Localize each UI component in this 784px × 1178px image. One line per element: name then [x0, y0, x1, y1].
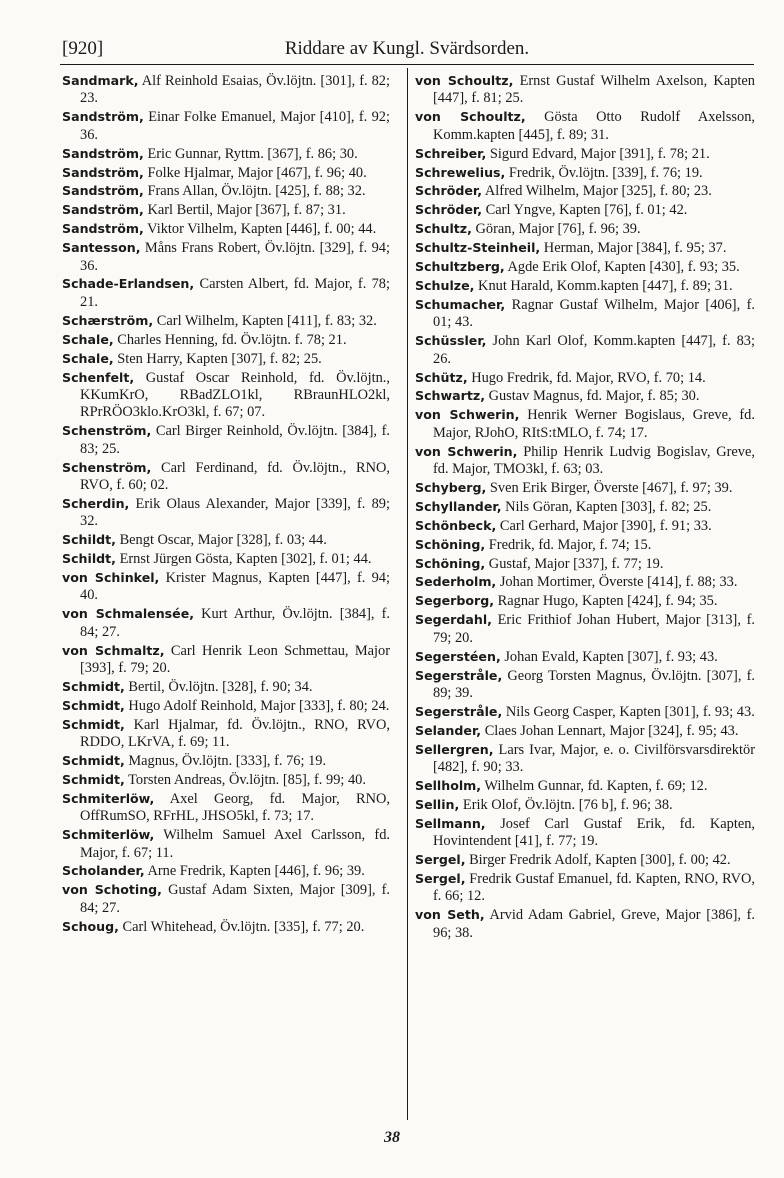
- entry-details: Sigurd Edvard, Major [391], f. 78; 21.: [486, 145, 710, 162]
- entry-name: Schönbeck,: [415, 517, 497, 533]
- entry-name: Scholander,: [62, 863, 145, 879]
- register-entry: [415, 555, 755, 573]
- column-divider: [407, 68, 408, 1120]
- entry-details: Måns Frans Robert, Öv.löjtn. [329], f. 94; 36.: [80, 240, 390, 274]
- entry-details: Magnus, Öv.löjtn. [333], f. 76; 19.: [124, 753, 327, 770]
- register-entry: [415, 517, 755, 535]
- entry-name: Schreiber,: [415, 145, 487, 161]
- entry-name: Segerstéen,: [415, 648, 501, 664]
- entry-name: Selander,: [415, 722, 482, 738]
- register-entry: [62, 369, 390, 422]
- register-entry: [415, 145, 755, 163]
- page-number-bracketed: [920]: [62, 38, 104, 59]
- register-entry: [415, 648, 755, 666]
- entry-name: Schenström,: [62, 459, 152, 475]
- entry-name: Schildt,: [62, 551, 116, 567]
- right-column: [415, 72, 755, 943]
- register-entry: [62, 569, 390, 605]
- entry-details: Arne Fredrik, Kapten [446], f. 96; 39.: [144, 863, 365, 880]
- entry-name: Sandström,: [62, 164, 144, 180]
- register-entry: [415, 387, 755, 405]
- entry-details: Erik Olaus Alexander, Major [339], f. 89; 32.: [80, 495, 390, 530]
- entry-details: Eric Gunnar, Ryttm. [367], f. 86; 30.: [143, 145, 358, 162]
- entry-name: von Schinkel,: [62, 569, 160, 585]
- entry-name: Schmidt,: [62, 678, 125, 694]
- entry-name: Schmidt,: [62, 753, 125, 769]
- entry-details: Carl Wilhelm, Kapten [411], f. 83; 32.: [153, 312, 377, 329]
- entry-name: Schyllander,: [415, 498, 502, 514]
- entry-name: Schenström,: [62, 423, 152, 439]
- entry-name: Segerstråle,: [415, 667, 503, 683]
- entry-details: Bengt Oscar, Major [328], f. 03; 44.: [115, 532, 327, 549]
- entry-name: Sergel,: [415, 852, 466, 868]
- entry-name: Schmidt,: [62, 716, 125, 732]
- entry-details: Gustav Magnus, fd. Major, f. 85; 30.: [484, 388, 700, 405]
- entry-details: Wilhelm Samuel Axel Carlsson, fd. Major, f. 67; 11.: [80, 827, 390, 861]
- register-entry: [415, 220, 755, 238]
- left-column: [62, 72, 390, 937]
- entry-name: Schulze,: [415, 277, 475, 293]
- entry-details: Ernst Jürgen Gösta, Kapten [302], f. 01; 44.: [115, 551, 372, 568]
- entry-details: Torsten Andreas, Öv.löjtn. [85], f. 99; 40.: [124, 771, 366, 788]
- entry-details: Axel Georg, fd. Major, RNO, OffRumSO, RFrHL, JHSO5kl, f. 73; 17.: [80, 790, 390, 825]
- entry-details: Kurt Arthur, Öv.löjtn. [384], f. 84; 27.: [80, 606, 390, 640]
- entry-name: Sandström,: [62, 183, 144, 199]
- entry-name: Sergel,: [415, 870, 466, 886]
- entry-name: Schrewelius,: [415, 164, 506, 180]
- entry-name: Sellergren,: [415, 741, 494, 757]
- entry-details: Göran, Major [76], f. 96; 39.: [471, 221, 641, 238]
- entry-details: Claes Johan Lennart, Major [324], f. 95; 43.: [481, 722, 739, 739]
- entry-name: Sandmark,: [62, 73, 139, 88]
- register-entry: [62, 826, 390, 862]
- register-entry: [415, 573, 755, 591]
- entry-name: Sandström,: [62, 145, 144, 161]
- register-entry: [62, 550, 390, 568]
- register-entry: [415, 72, 755, 108]
- register-entry: [415, 108, 755, 144]
- register-entry: [415, 182, 755, 200]
- entry-details: Wilhelm Gunnar, fd. Kapten, f. 69; 12.: [481, 777, 708, 794]
- footer-page-number: 38: [384, 1129, 400, 1146]
- entry-details: Gustaf Adam Sixten, Major [309], f. 84; 27.: [80, 882, 390, 916]
- entry-name: Schütz,: [415, 369, 468, 385]
- register-entry: [415, 777, 755, 795]
- entry-name: Sellholm,: [415, 777, 482, 793]
- entry-details: Carl Yngve, Kapten [76], f. 01; 42.: [482, 202, 688, 219]
- entry-name: von Seth,: [415, 907, 485, 923]
- entry-name: Schyberg,: [415, 479, 487, 495]
- register-entry: [62, 605, 390, 641]
- entry-details: Fredrik, fd. Major, f. 74; 15.: [485, 536, 652, 553]
- entry-details: Charles Henning, fd. Öv.löjtn. f. 78; 21.: [113, 331, 347, 348]
- register-entry: [415, 239, 755, 257]
- entry-name: Segerborg,: [415, 593, 495, 609]
- entry-details: Karl Bertil, Major [367], f. 87; 31.: [143, 202, 346, 219]
- page-title: Riddare av Kungl. Svärdsorden.: [284, 38, 530, 59]
- entry-details: Carl Ferdinand, fd. Öv.löjtn., RNO, RVO, f. 60; 02.: [80, 459, 390, 493]
- entry-name: Schmidt,: [62, 771, 125, 787]
- entry-details: Carsten Albert, fd. Major, f. 78; 21.: [80, 276, 390, 310]
- entry-name: Santesson,: [62, 240, 141, 256]
- register-entry: [62, 164, 390, 182]
- entry-details: Herman, Major [384], f. 95; 37.: [540, 240, 727, 257]
- entry-name: Sederholm,: [415, 574, 497, 590]
- entry-details: Alfred Wilhelm, Major [325], f. 80; 23.: [482, 183, 712, 200]
- entry-name: Schöning,: [415, 536, 486, 552]
- register-entry: [62, 716, 390, 752]
- entry-details: Bertil, Öv.löjtn. [328], f. 90; 34.: [124, 678, 313, 695]
- entry-name: Schröder,: [415, 183, 483, 199]
- register-entry: [415, 258, 755, 276]
- entry-name: Schultz,: [415, 221, 472, 237]
- header-rule: [60, 64, 754, 65]
- entry-details: Henrik Werner Bogislaus, Greve, fd. Major, RJohO, RItS:tMLO, f. 74; 17.: [433, 407, 755, 441]
- entry-name: Schmidt,: [62, 697, 125, 713]
- entry-details: Birger Fredrik Adolf, Kapten [300], f. 00; 42.: [465, 852, 731, 869]
- entry-details: Krister Magnus, Kapten [447], f. 94; 40.: [80, 569, 390, 604]
- entry-details: Carl Birger Reinhold, Öv.löjtn. [384], f. 83; 25.: [80, 423, 390, 457]
- entry-name: von Schwerin,: [415, 407, 520, 423]
- register-entry: [415, 741, 755, 777]
- entry-details: Gösta Otto Rudolf Axelsson, Komm.kapten [445], f. 89; 31.: [433, 109, 755, 143]
- register-entry: [415, 667, 755, 703]
- entry-details: Ragnar Hugo, Kapten [424], f. 94; 35.: [494, 593, 718, 610]
- register-entry: [415, 201, 755, 219]
- register-entry: [62, 752, 390, 770]
- entry-name: von Schoting,: [62, 882, 162, 898]
- entry-details: Sven Erik Birger, Överste [467], f. 97; 39.: [486, 479, 733, 496]
- register-entry: [62, 459, 390, 495]
- entry-details: John Karl Olof, Komm.kapten [447], f. 83; 26.: [433, 333, 755, 367]
- entry-name: Sellin,: [415, 796, 460, 812]
- register-entry: [415, 815, 755, 851]
- entry-name: von Schoultz,: [415, 109, 526, 125]
- entry-name: Sellmann,: [415, 815, 486, 831]
- entry-details: Gustaf Oscar Reinhold, fd. Öv.löjtn., KKumKrO, RBadZLO1kl, RBraunHLO2kl, RPrRÖO3klo.KrO3kl, f. 67; 07.: [80, 369, 390, 421]
- entry-name: Schultzberg,: [415, 259, 505, 275]
- register-entry: [62, 918, 390, 936]
- entry-details: Fredrik, Öv.löjtn. [339], f. 76; 19.: [505, 164, 703, 181]
- entry-details: Viktor Vilhelm, Kapten [446], f. 00; 44.: [143, 221, 377, 238]
- entry-name: Schildt,: [62, 532, 116, 548]
- entry-details: Gustaf, Major [337], f. 77; 19.: [485, 555, 664, 572]
- entry-name: Segerdahl,: [415, 612, 492, 628]
- register-entry: [62, 275, 390, 311]
- register-entry: [415, 611, 755, 647]
- page-header: [62, 36, 752, 62]
- register-entry: [415, 277, 755, 295]
- register-entry: [62, 642, 390, 678]
- register-entry: [62, 182, 390, 200]
- register-entry: [62, 697, 390, 715]
- register-entry: [415, 851, 755, 869]
- register-entry: [415, 296, 755, 332]
- entry-details: Erik Olof, Öv.löjtn. [76 b], f. 96; 38.: [459, 796, 673, 813]
- register-entry: [415, 722, 755, 740]
- register-entry: [62, 495, 390, 531]
- entry-name: Sandström,: [62, 109, 144, 125]
- entry-name: Segerstråle,: [415, 703, 503, 719]
- entry-details: Ernst Gustaf Wilhelm Axelson, Kapten [447], f. 81; 25.: [433, 73, 755, 107]
- entry-details: Hugo Adolf Reinhold, Major [333], f. 80; 24.: [124, 697, 390, 714]
- entry-name: Schüssler,: [415, 333, 487, 349]
- entry-details: Arvid Adam Gabriel, Greve, Major [386], f. 96; 38.: [433, 907, 755, 941]
- register-entry: [62, 790, 390, 826]
- register-entry: [415, 164, 755, 182]
- entry-details: Folke Hjalmar, Major [467], f. 96; 40.: [143, 164, 367, 181]
- register-entry: [62, 108, 390, 144]
- entry-details: Nils Göran, Kapten [303], f. 82; 25.: [501, 498, 712, 515]
- register-entry: [62, 201, 390, 219]
- entry-name: von Schmalensée,: [62, 606, 195, 622]
- entry-name: von Schwerin,: [415, 443, 518, 459]
- register-entry: [415, 536, 755, 554]
- entry-details: Fredrik Gustaf Emanuel, fd. Kapten, RNO, RVO, f. 66; 12.: [433, 870, 755, 905]
- register-entry: [62, 145, 390, 163]
- entry-details: Sten Harry, Kapten [307], f. 82; 25.: [113, 350, 322, 367]
- entry-details: Carl Whitehead, Öv.löjtn. [335], f. 77; 20.: [118, 918, 365, 935]
- entry-name: Schultz-Steinheil,: [415, 240, 541, 256]
- register-entry: [62, 331, 390, 349]
- register-entry: [415, 906, 755, 942]
- register-entry: [62, 771, 390, 789]
- entry-name: Schmiterlöw,: [62, 790, 155, 806]
- entry-details: Georg Torsten Magnus, Öv.löjtn. [307], f. 89; 39.: [433, 667, 755, 701]
- register-entry: [62, 72, 390, 108]
- entry-details: Josef Carl Gustaf Erik, fd. Kapten, Hovintendent [41], f. 77; 19.: [433, 815, 755, 850]
- entry-details: Knut Harald, Komm.kapten [447], f. 89; 31.: [474, 277, 733, 294]
- entry-name: Sandström,: [62, 221, 144, 237]
- register-entry: [415, 406, 755, 442]
- register-entry: [62, 350, 390, 368]
- entry-details: Frans Allan, Öv.löjtn. [425], f. 88; 32.: [143, 183, 366, 200]
- entry-name: Schade-Erlandsen,: [62, 276, 195, 292]
- entry-name: Sandström,: [62, 202, 144, 218]
- entry-name: Scherdin,: [62, 495, 130, 511]
- entry-name: Schwartz,: [415, 388, 485, 404]
- register-entry: [62, 312, 390, 330]
- register-entry: [415, 479, 755, 497]
- register-entry: [415, 369, 755, 387]
- register-entry: [415, 796, 755, 814]
- entry-name: Schumacher,: [415, 296, 506, 312]
- entry-details: Johan Evald, Kapten [307], f. 93; 43.: [500, 648, 718, 665]
- register-entry: [415, 870, 755, 906]
- entry-details: Karl Hjalmar, fd. Öv.löjtn., RNO, RVO, RDDO, LKrVA, f. 69; 11.: [80, 716, 390, 751]
- entry-name: Schmiterlöw,: [62, 827, 155, 843]
- register-entry: [62, 220, 390, 238]
- register-entry: [415, 592, 755, 610]
- entry-details: Eric Frithiof Johan Hubert, Major [313], f. 79; 20.: [433, 612, 755, 646]
- register-entry: [62, 239, 390, 275]
- entry-name: Schærström,: [62, 312, 154, 328]
- register-entry: [62, 422, 390, 458]
- entry-details: Ragnar Gustaf Wilhelm, Major [406], f. 01; 43.: [433, 296, 755, 331]
- entry-details: Agde Erik Olof, Kapten [430], f. 93; 35.: [504, 259, 740, 276]
- entry-name: von Schmaltz,: [62, 642, 165, 658]
- entry-details: Lars Ivar, Major, e. o. Civilförsvarsdirektör [482], f. 90; 33.: [433, 741, 755, 776]
- entry-name: von Schoultz,: [415, 73, 514, 88]
- entry-details: Carl Henrik Leon Schmettau, Major [393], f. 79; 20.: [80, 642, 390, 676]
- entry-name: Schröder,: [415, 202, 483, 218]
- entry-name: Schale,: [62, 350, 114, 366]
- register-entry: [415, 703, 755, 721]
- entry-name: Schale,: [62, 331, 114, 347]
- entry-name: Schenfelt,: [62, 369, 135, 385]
- register-entry: [415, 443, 755, 479]
- register-entry: [415, 498, 755, 516]
- register-entry: [62, 678, 390, 696]
- register-entry: [62, 531, 390, 549]
- entry-details: Philip Henrik Ludvig Bogislav, Greve, fd. Major, TMO3kl, f. 63; 03.: [433, 443, 755, 478]
- entry-details: Hugo Fredrik, fd. Major, RVO, f. 70; 14.: [467, 369, 706, 386]
- entry-details: Nils Georg Casper, Kapten [301], f. 93; 43.: [502, 703, 755, 720]
- register-entry: [62, 881, 390, 917]
- entry-details: Johan Mortimer, Överste [414], f. 88; 33.: [496, 574, 738, 591]
- entry-details: Einar Folke Emanuel, Major [410], f. 92; 36.: [80, 109, 390, 143]
- register-entry: [62, 862, 390, 880]
- entry-details: Carl Gerhard, Major [390], f. 91; 33.: [496, 517, 712, 534]
- entry-details: Alf Reinhold Esaias, Öv.löjtn. [301], f. 82; 23.: [80, 73, 390, 107]
- entry-name: Schöning,: [415, 555, 486, 571]
- entry-name: Schoug,: [62, 918, 119, 934]
- register-entry: [415, 332, 755, 368]
